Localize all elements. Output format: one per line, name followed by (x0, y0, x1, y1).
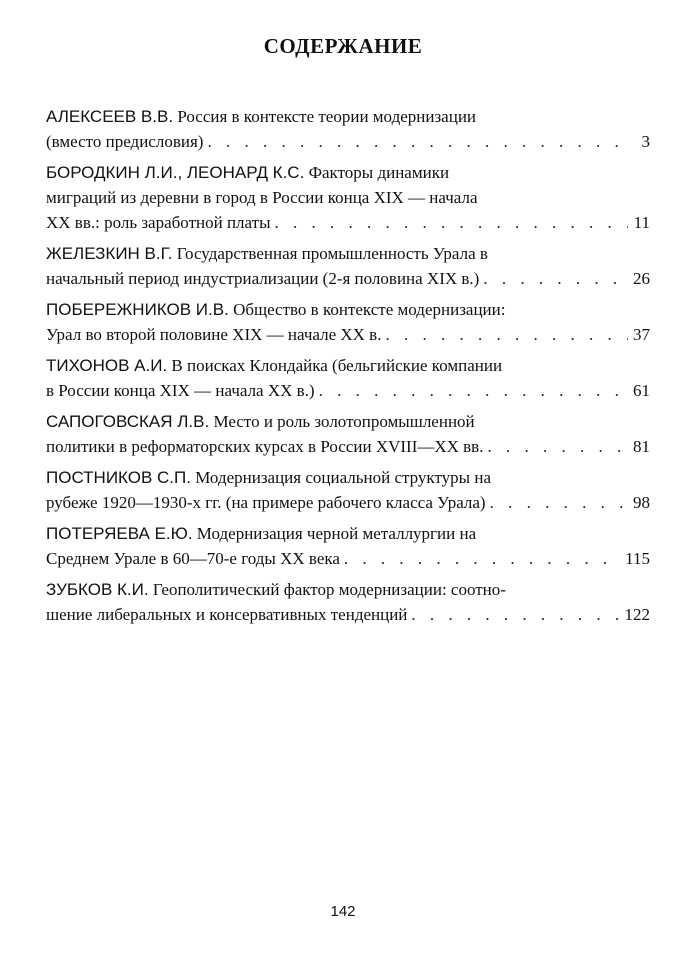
toc-author: ПОБЕРЕЖНИКОВ И.В. (46, 300, 229, 319)
toc-title-line: Россия в контексте теории модернизации (177, 107, 477, 126)
toc-entry[interactable] (46, 521, 650, 571)
toc-entry-last-line (46, 490, 650, 515)
toc-title-line: Модернизация черной металлургии на (196, 524, 477, 543)
toc-entry-first-line (46, 577, 650, 602)
toc-entry-first-line (46, 409, 650, 434)
toc-entry[interactable] (46, 409, 650, 459)
toc-entry-first-line (46, 241, 650, 266)
toc-entry[interactable] (46, 241, 650, 291)
toc-author: АЛЕКСЕЕВ В.В. (46, 107, 174, 126)
leader-dots (319, 378, 628, 403)
toc-title-line: XX вв.: роль заработной платы (46, 213, 271, 232)
toc-title-line: политики в реформаторских курсах в России XVIII—XX вв. (46, 437, 484, 456)
toc-entry-first-line (46, 297, 650, 322)
toc-title-line: Геополитический фактор модернизации: соотно- (152, 580, 506, 599)
toc-page-number: 26 (633, 269, 650, 288)
toc-author: ТИХОНОВ А.И. (46, 356, 168, 375)
toc-entry-last-line (46, 322, 650, 347)
toc-title-line: В поисках Клондайка (бельгийские компании (171, 356, 503, 375)
toc-title-line: Место и роль золотопромышленной (213, 412, 475, 431)
toc-page-number: 122 (624, 605, 650, 624)
leader-dots (411, 602, 620, 627)
toc-title-line: миграций из деревни в город в России конца XIX — начала (46, 188, 478, 207)
toc-title-line: шение либеральных и консервативных тенденций (46, 605, 408, 624)
toc-entry-last-line (46, 434, 650, 459)
toc-entry[interactable] (46, 297, 650, 347)
leader-dots (385, 322, 628, 347)
toc-page-number: 11 (633, 213, 650, 232)
toc-entry-first-line (46, 104, 650, 129)
page-number: 142 (330, 903, 356, 920)
toc-page-number: 61 (633, 381, 650, 400)
toc-author: ЗУБКОВ К.И. (46, 580, 149, 599)
toc-entry-first-line (46, 521, 650, 546)
toc-title-line: Урал во второй половине XIX — начале XX в. (46, 325, 382, 344)
table-of-contents (46, 104, 650, 633)
toc-title-line: начальный период индустриализации (2-я половина XIX в.) (46, 269, 480, 288)
toc-title-line: рубеже 1920—1930-х гг. (на примере рабочего класса Урала) (46, 493, 486, 512)
leader-dots (487, 434, 628, 459)
toc-title-line: Факторы динамики (308, 163, 450, 182)
toc-title-line: Общество в контексте модернизации: (233, 300, 506, 319)
toc-entry-last-line (46, 546, 650, 571)
toc-title-line: Модернизация социальной структуры на (195, 468, 491, 487)
leader-dots (275, 210, 629, 235)
toc-entry-last-line (46, 266, 650, 291)
toc-entry-first-line (46, 465, 650, 490)
toc-page-number: 115 (625, 549, 650, 568)
toc-author: ЖЕЛЕЗКИН В.Г. (46, 244, 173, 263)
toc-page-number: 37 (633, 325, 650, 344)
leader-dots (490, 490, 628, 515)
toc-entry-last-line (46, 602, 650, 627)
page-title: СОДЕРЖАНИЕ (263, 34, 423, 58)
toc-page-number: 3 (641, 132, 650, 151)
toc-entry-first-line (46, 353, 650, 378)
toc-title-line: Среднем Урале в 60—70-е годы XX века (46, 549, 340, 568)
toc-entry-first-line (46, 160, 650, 185)
toc-entry-last-line (46, 129, 650, 154)
toc-entry[interactable] (46, 104, 650, 154)
toc-title-line: Государственная промышленность Урала в (176, 244, 488, 263)
toc-title-line: в России конца XIX — начала XX в.) (46, 381, 315, 400)
toc-entry[interactable] (46, 577, 650, 627)
toc-author: БОРОДКИН Л.И., ЛЕОНАРД К.С. (46, 163, 305, 182)
toc-page-number: 98 (633, 493, 650, 512)
leader-dots (344, 546, 621, 571)
toc-entry[interactable] (46, 160, 650, 235)
toc-author: ПОТЕРЯЕВА Е.Ю. (46, 524, 193, 543)
toc-author: ПОСТНИКОВ С.П. (46, 468, 191, 487)
toc-entry-last-line (46, 378, 650, 403)
leader-dots (207, 129, 628, 154)
toc-author: САПОГОВСКАЯ Л.В. (46, 412, 210, 431)
leader-dots (483, 266, 628, 291)
toc-entry[interactable] (46, 465, 650, 515)
toc-entry[interactable] (46, 353, 650, 403)
toc-page-number: 81 (633, 437, 650, 456)
toc-entry-last-line (46, 210, 650, 235)
toc-title-line: (вместо предисловия) (46, 132, 204, 151)
